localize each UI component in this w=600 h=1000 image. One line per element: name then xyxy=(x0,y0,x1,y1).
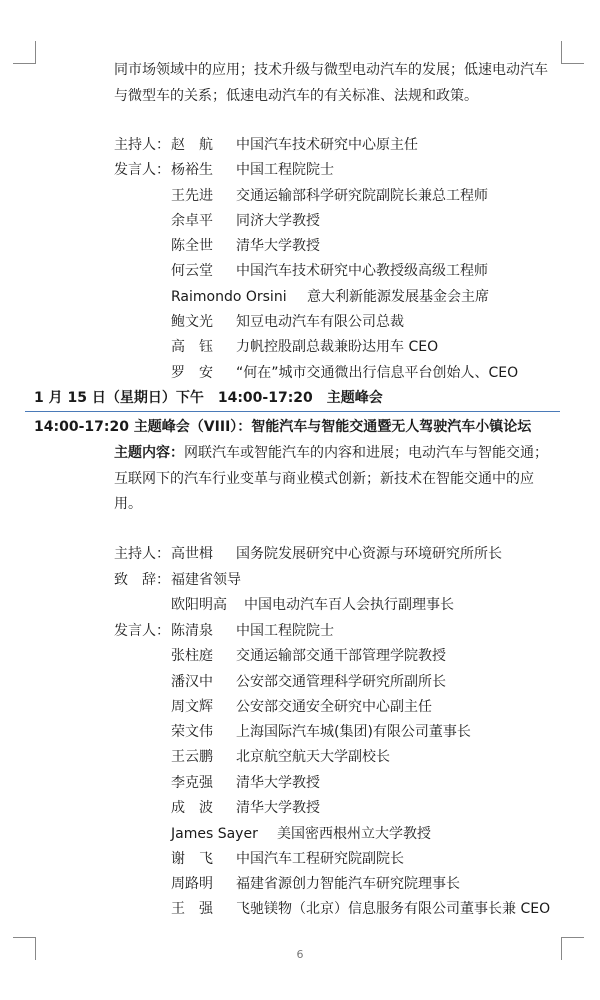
intro-line-1: 同市场领域中的应用；技术升级与微型电动汽车的发展；低速电动汽车 xyxy=(114,62,548,78)
content-label: 主题内容： xyxy=(114,445,184,461)
host-label: 主持人： xyxy=(114,137,170,153)
host-title: 中国汽车技术研究中心原主任 xyxy=(236,137,418,153)
speaker-title: “何在”城市交通微出行信息平台创始人、CEO xyxy=(236,365,519,381)
speaker-name: 杨裕生 xyxy=(171,162,213,178)
speaker-title: 交通运输部科学研究院副院长兼总工程师 xyxy=(236,188,488,204)
address-label: 致 辞： xyxy=(114,572,170,588)
speaker-title: 清华大学教授 xyxy=(236,775,320,791)
speaker-title: 中国汽车工程研究院副院长 xyxy=(236,851,404,867)
speaker-name: 罗 安 xyxy=(171,365,213,381)
content-line-3: 用。 xyxy=(114,496,142,512)
host-name: 高世楫 xyxy=(171,546,213,562)
section-divider xyxy=(25,411,560,412)
speaker-title: 意大利新能源发展基金会主席 xyxy=(307,289,489,305)
speaker-title: 飞驰镁物（北京）信息服务有限公司董事长兼 CEO xyxy=(236,901,551,917)
speaker-name: 余卓平 xyxy=(171,213,213,229)
speaker-title: 福建省源创力智能汽车研究院理事长 xyxy=(236,876,460,892)
speaker-title: 公安部交通管理科学研究所副所长 xyxy=(236,674,446,690)
crop-mark-top-left xyxy=(13,41,36,64)
speaker-title: 清华大学教授 xyxy=(236,800,320,816)
speaker-name: 荣文伟 xyxy=(171,724,213,740)
speaker-title: 交通运输部交通干部管理学院教授 xyxy=(236,648,446,664)
address-title: 中国电动汽车百人会执行副理事长 xyxy=(244,597,454,613)
speaker-title: 清华大学教授 xyxy=(236,238,320,254)
speaker-name: 潘汉中 xyxy=(171,674,213,690)
speaker-title: 中国汽车技术研究中心教授级高级工程师 xyxy=(236,263,488,279)
host-title: 国务院发展研究中心资源与环境研究所所长 xyxy=(236,546,502,562)
speaker-name: James Sayer xyxy=(171,826,258,842)
speaker-name: 陈全世 xyxy=(171,238,213,254)
speaker-name: 高 钰 xyxy=(171,339,213,355)
speaker-title: 上海国际汽车城(集团)有限公司董事长 xyxy=(236,724,471,740)
speaker-title: 公安部交通安全研究中心副主任 xyxy=(236,699,432,715)
session-heading: 14:00-17:20 主题峰会（VIII）：智能汽车与智能交通暨无人驾驶汽车小镇论坛 xyxy=(34,419,532,435)
speaker-name: 陈清泉 xyxy=(171,623,213,639)
speaker-name: 王云鹏 xyxy=(171,749,213,765)
speaker-name: 谢 飞 xyxy=(171,851,213,867)
content-line-2: 互联网下的汽车行业变革与商业模式创新；新技术在智能交通中的应 xyxy=(114,471,534,487)
speaker-title: 力帆控股副总裁兼盼达用车 CEO xyxy=(236,339,439,355)
content-line-1 xyxy=(114,443,548,463)
host-label: 主持人： xyxy=(114,546,170,562)
host-name: 赵 航 xyxy=(171,137,213,153)
day-header: 1 月 15 日（星期日）下午 14:00-17:20 主题峰会 xyxy=(34,390,383,406)
speaker-name: 李克强 xyxy=(171,775,213,791)
speaker-name: 周文辉 xyxy=(171,699,213,715)
speaker-title: 同济大学教授 xyxy=(236,213,320,229)
page-number: 6 xyxy=(296,948,304,961)
speaker-name: 成 波 xyxy=(171,800,213,816)
speaker-name: 何云堂 xyxy=(171,263,213,279)
speaker-name: Raimondo Orsini xyxy=(171,289,287,305)
address-name: 福建省领导 xyxy=(171,572,241,588)
speaker-name: 王先进 xyxy=(171,188,213,204)
intro-line-2: 与微型车的关系；低速电动汽车的有关标准、法规和政策。 xyxy=(114,88,478,104)
speaker-title: 北京航空航天大学副校长 xyxy=(236,749,390,765)
speaker-name: 张柱庭 xyxy=(171,648,213,664)
speaker-title: 中国工程院院士 xyxy=(236,162,334,178)
speaker-title: 中国工程院院士 xyxy=(236,623,334,639)
speaker-title: 知豆电动汽车有限公司总裁 xyxy=(236,314,404,330)
speakers-label: 发言人： xyxy=(114,623,170,639)
crop-mark-top-right xyxy=(561,41,584,64)
speaker-title: 美国密西根州立大学教授 xyxy=(277,826,431,842)
speaker-name: 周路明 xyxy=(171,876,213,892)
content-text: 网联汽车或智能汽车的内容和进展；电动汽车与智能交通； xyxy=(184,445,548,461)
speaker-name: 王 强 xyxy=(171,901,213,917)
address-name: 欧阳明高 xyxy=(171,597,227,613)
speaker-name: 鲍文光 xyxy=(171,314,213,330)
speakers-label: 发言人： xyxy=(114,162,170,178)
